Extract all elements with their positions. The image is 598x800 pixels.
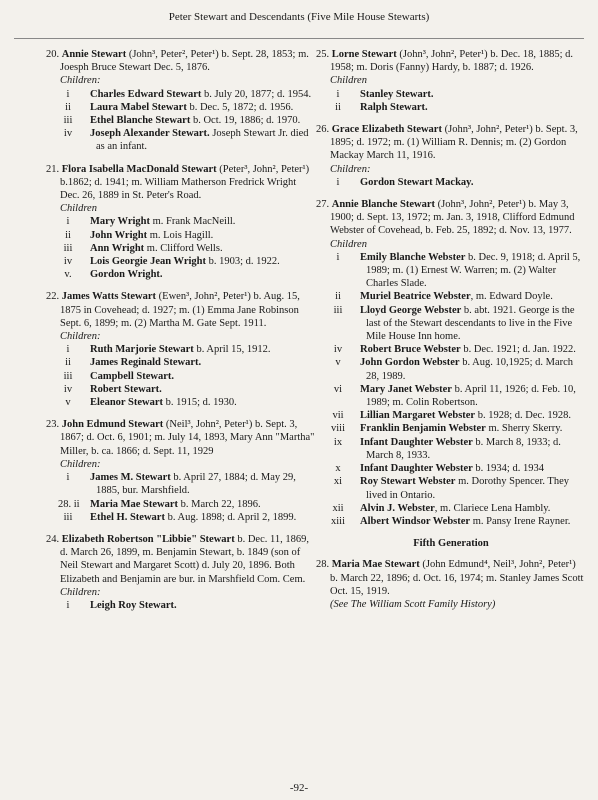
child-text xyxy=(360,462,586,475)
child-numeral: ii xyxy=(65,101,71,113)
child-row xyxy=(46,127,316,153)
child-text xyxy=(90,356,316,369)
child-row xyxy=(46,229,316,242)
child-numeral: i xyxy=(66,88,70,100)
page-header xyxy=(14,2,584,39)
entry-details: b. Dec. 11, 1869, d. March 26, 1899, m. Benjamin Stewart, b. 1849 (son of Neil Stewart and Margaret Scott) d. July 20, 1896. Both Elizabeth and Benjamin are bur. in Marshfield Com. Cem. xyxy=(60,533,309,585)
child-numeral: v xyxy=(335,357,341,369)
child-row xyxy=(46,343,316,356)
entry-details: (John³, John², Peter¹) b. May 3, 1900; d. Sept. 13, 1972; m. Jan. 3, 1918, Clifford Edmund Webster of Covehead, b. Feb. 25, 1892; d. Nov. 13, 1977. xyxy=(330,199,575,237)
child-details: b. April 15, 1912. xyxy=(193,344,271,356)
child-row xyxy=(316,101,586,114)
entry-name: Elizabeth Robertson "Libbie" Stewart xyxy=(61,533,235,545)
child-text xyxy=(360,475,586,501)
left-column xyxy=(46,48,316,621)
entry-name: Flora Isabella MacDonald Stewart xyxy=(61,163,217,175)
entry-main xyxy=(316,558,586,598)
child-numeral: 28. ii xyxy=(58,498,80,510)
child-row xyxy=(316,383,586,409)
child-name: James M. Stewart xyxy=(90,472,171,484)
entry-details: (John³, John², Peter¹) b. Sept. 3, 1895; d. 1972; m. (1) William R. Dennis; m. (2) Gordon Mackay March 11, 1916. xyxy=(330,124,578,162)
child-name: James Reginald Stewart. xyxy=(90,357,202,369)
child-row xyxy=(316,409,586,422)
child-name: Stanley Stewart. xyxy=(360,88,434,100)
child-numeral: i xyxy=(66,344,70,356)
child-name: Maria Mae Stewart xyxy=(90,498,179,510)
genealogy-entry xyxy=(316,558,586,611)
entry-main xyxy=(316,123,586,163)
genealogy-entry xyxy=(46,533,316,612)
child-row xyxy=(316,436,586,462)
child-name: Roy Stewart Webster xyxy=(360,476,456,488)
child-details: m. Sherry Skerry. xyxy=(485,423,563,435)
entry-details: (John³, John², Peter¹) b. Dec. 18, 1885; d. 1958; m. Doris (Fanny) Hardy, b. 1887; d. 1926. xyxy=(330,49,574,74)
header-title: Peter Stewart and Descendants (Five Mile House Stewarts) xyxy=(168,11,430,23)
entry-main xyxy=(46,290,316,330)
child-row xyxy=(46,396,316,409)
child-details: b. April 27, 1884; d. May 29, 1885, bur. Marshfield. xyxy=(96,472,296,497)
child-text xyxy=(360,101,586,114)
child-row xyxy=(46,242,316,255)
entry-number: 21. xyxy=(46,163,60,175)
entry-name: Annie Blanche Stewart xyxy=(331,199,435,211)
child-name: Mary Wright xyxy=(90,216,150,228)
child-details: b. Dec. 5, 1872; d. 1956. xyxy=(186,101,294,113)
genealogy-entry xyxy=(316,48,586,114)
child-details: b. March 8, 1933; d. March 8, 1933. xyxy=(366,436,561,461)
child-text xyxy=(360,251,586,291)
child-row xyxy=(46,599,316,612)
entry-details: (Peter³, John², Peter¹) b.1862; d. 1941; m. William Matherson Fredrick Wright Dec. 26, 1889 in St. Peter's Road. xyxy=(60,163,310,202)
child-numeral: i xyxy=(336,176,340,188)
child-name: Franklin Benjamin Webster xyxy=(360,423,486,435)
entry-number: 24. xyxy=(46,533,60,545)
genealogy-entry xyxy=(46,48,316,154)
entry-number: 22. xyxy=(46,291,60,303)
child-details: b. Aug. 1898; d. April 2, 1899. xyxy=(164,511,297,523)
child-text xyxy=(90,88,316,101)
child-text xyxy=(90,511,316,524)
child-text xyxy=(90,215,316,228)
child-numeral: v. xyxy=(64,269,72,281)
child-text xyxy=(90,343,316,356)
child-text xyxy=(90,242,316,255)
child-row xyxy=(46,268,316,281)
child-numeral: i xyxy=(66,472,70,484)
entry-main xyxy=(316,48,586,74)
child-text xyxy=(90,114,316,127)
child-text xyxy=(360,383,586,409)
child-name: John Wright xyxy=(90,229,148,241)
child-numeral: x xyxy=(335,463,341,475)
child-details: m. Pansy Irene Rayner. xyxy=(470,515,571,527)
child-text xyxy=(360,343,586,356)
child-numeral: iii xyxy=(63,370,73,382)
child-numeral: iv xyxy=(333,344,343,356)
child-details: b. July 20, 1877; d. 1954. xyxy=(201,88,312,100)
child-text xyxy=(360,502,586,515)
child-numeral: vi xyxy=(333,383,343,395)
entry-name: Annie Stewart xyxy=(61,49,127,60)
child-row xyxy=(316,356,586,382)
child-row xyxy=(316,515,586,528)
child-name: Ethel H. Stewart xyxy=(90,511,165,523)
child-text xyxy=(360,436,586,462)
child-details: b. Dec. 9, 1918; d. April 5, 1989; m. (1) Ernest W. Warren; m. (2) Walter Charles Slade. xyxy=(366,251,581,290)
child-details: b. 1915; d. 1930. xyxy=(163,397,237,409)
child-name: Albert Windsor Webster xyxy=(360,515,471,527)
child-row xyxy=(46,498,316,511)
children-label: Children: xyxy=(60,331,101,343)
genealogy-entry xyxy=(46,163,316,282)
entry-number: 28. xyxy=(316,559,330,571)
child-details: Joseph Stewart Jr. died as an infant. xyxy=(96,128,309,153)
child-numeral: ii xyxy=(335,291,341,303)
child-numeral: ii xyxy=(335,101,341,113)
child-numeral: i xyxy=(336,251,340,263)
child-name: Joseph Alexander Stewart. xyxy=(90,128,210,140)
child-details: b. 1934; d. 1934 xyxy=(472,463,544,475)
child-name: Alvin J. Webster xyxy=(360,502,435,514)
child-details: m. Dorothy Spencer. They lived in Ontario. xyxy=(366,476,570,501)
child-text xyxy=(90,127,316,153)
child-name: Lois Georgie Jean Wright xyxy=(90,256,206,268)
child-row xyxy=(316,290,586,303)
child-name: Mary Janet Webster xyxy=(360,383,452,395)
child-details: m. Clifford Wells. xyxy=(144,242,223,254)
child-name: Leigh Roy Stewart. xyxy=(90,599,177,611)
child-row xyxy=(316,462,586,475)
child-name: Infant Daughter Webster xyxy=(360,463,473,475)
child-numeral: vii xyxy=(332,410,344,422)
children-label: Children xyxy=(60,203,97,215)
entry-main xyxy=(46,163,316,203)
genealogy-entry xyxy=(316,198,586,528)
child-row xyxy=(46,255,316,268)
section-heading: Fifth Generation xyxy=(413,538,489,550)
child-details: b. Oct. 19, 1886; d. 1970. xyxy=(190,115,301,127)
child-text xyxy=(90,229,316,242)
child-row xyxy=(316,502,586,515)
child-name: Ethel Blanche Stewart xyxy=(90,115,191,127)
child-numeral: iv xyxy=(63,256,73,268)
child-text xyxy=(360,422,586,435)
entry-main xyxy=(316,198,586,238)
child-name: Ruth Marjorie Stewart xyxy=(90,344,194,356)
child-row xyxy=(316,251,586,291)
child-text xyxy=(360,356,586,382)
child-name: Gordon Wright. xyxy=(90,269,163,281)
child-details: b. Dec. 1921; d. Jan. 1922. xyxy=(460,344,576,356)
child-name: Ann Wright xyxy=(90,242,145,254)
child-text xyxy=(90,370,316,383)
entry-main xyxy=(46,533,316,586)
child-numeral: v xyxy=(65,397,71,409)
child-numeral: xii xyxy=(332,502,344,514)
child-row xyxy=(316,304,586,344)
child-numeral: i xyxy=(336,88,340,100)
right-column xyxy=(316,48,586,620)
child-row xyxy=(46,101,316,114)
entry-details: (John Edmund⁴, Neil³, John², Peter¹) b. March 22, 1896; d. Oct. 16, 1974; m. Stanley James Scott Oct. 15, 1919. xyxy=(330,559,584,597)
entry-main xyxy=(46,418,316,458)
child-numeral: ix xyxy=(333,436,343,448)
entry-number: 25. xyxy=(316,49,330,60)
entry-details: (Neil³, John², Peter¹) b. Sept. 3, 1867; d. Oct. 6, 1901; m. July 14, 1893, Mary Ann "Martha" Miller, b. ca. 1866; d. Sept. 11, 1929 xyxy=(60,419,315,457)
child-text xyxy=(90,255,316,268)
child-text xyxy=(360,304,586,344)
child-name: John Gordon Webster xyxy=(360,357,460,369)
entry-name: John Edmund Stewart xyxy=(61,419,164,431)
child-name: Infant Daughter Webster xyxy=(360,436,473,448)
page-number: -92- xyxy=(289,782,309,794)
child-text xyxy=(90,101,316,114)
child-numeral: viii xyxy=(330,423,345,435)
genealogy-entry xyxy=(46,418,316,524)
child-text xyxy=(360,515,586,528)
child-text xyxy=(90,383,316,396)
child-row xyxy=(46,370,316,383)
child-name: Campbell Stewart. xyxy=(90,370,174,382)
child-name: Lloyd George Webster xyxy=(360,304,462,316)
child-numeral: ii xyxy=(65,229,71,241)
child-name: Ralph Stewart. xyxy=(360,101,428,113)
child-details: b. 1903; d. 1922. xyxy=(205,256,280,268)
child-name: Laura Mabel Stewart xyxy=(90,101,187,113)
children-label: Children: xyxy=(60,586,101,598)
child-numeral: i xyxy=(66,216,70,228)
child-row xyxy=(316,422,586,435)
child-details: m. Lois Hagill. xyxy=(147,229,214,241)
child-name: Robert Bruce Webster xyxy=(360,344,461,356)
child-name: Gordon Stewart Mackay. xyxy=(360,176,474,188)
entry-details: (Ewen³, John², Peter¹) b. Aug. 15, 1875 in Covehead; d. 1927; m. (1) Emma Jane Robinson Sept. 6, 1899; m. (2) Martha M. Gate Sept. 1911. xyxy=(60,291,300,329)
child-name: Lillian Margaret Webster xyxy=(360,410,476,422)
child-numeral: iii xyxy=(63,242,73,254)
entry-name: Lorne Stewart xyxy=(331,49,397,60)
child-row xyxy=(316,475,586,501)
child-name: Robert Stewart. xyxy=(90,383,162,395)
child-row xyxy=(316,343,586,356)
entry-main xyxy=(46,48,316,74)
children-label: Children: xyxy=(60,458,101,470)
entry-number: 23. xyxy=(46,419,60,431)
child-text xyxy=(360,290,586,303)
child-numeral: xiii xyxy=(330,515,345,527)
child-row xyxy=(316,176,586,189)
child-text xyxy=(90,599,316,612)
child-name: Muriel Beatrice Webster xyxy=(360,291,471,303)
child-numeral: iv xyxy=(63,128,73,140)
entry-number: 26. xyxy=(316,124,330,136)
child-row xyxy=(46,511,316,524)
child-numeral: i xyxy=(66,599,70,611)
entry-details: (John³, Peter², Peter¹) b. Sept. 28, 1853; m. Joesph Bruce Stewart Dec. 5, 1876. xyxy=(60,49,309,74)
child-text xyxy=(90,471,316,497)
child-name: Emily Blanche Webster xyxy=(360,251,466,263)
child-details: b. 1928; d. Dec. 1928. xyxy=(475,410,572,422)
entry-name: Grace Elizabeth Stewart xyxy=(331,124,442,136)
child-numeral: ii xyxy=(65,357,71,369)
genealogy-entry xyxy=(316,123,586,189)
child-numeral: iii xyxy=(63,511,73,523)
child-name: Charles Edward Stewart xyxy=(90,88,202,100)
child-text xyxy=(90,498,316,511)
child-numeral: iii xyxy=(333,304,343,316)
children-label: Children xyxy=(330,238,367,250)
entry-number: 27. xyxy=(316,199,330,211)
child-details: m. Frank MacNeill. xyxy=(149,216,236,228)
children-label: Children: xyxy=(330,163,371,175)
children-label: Children: xyxy=(60,75,101,87)
child-row xyxy=(46,471,316,497)
child-details: b. April 11, 1926; d. Feb. 10, 1989; m. Colin Robertson. xyxy=(366,383,576,409)
child-name: Eleanor Stewart xyxy=(90,397,164,409)
child-details: b. Aug. 10,1925; d. March 28, 1989. xyxy=(366,357,574,382)
child-numeral: iii xyxy=(63,115,73,127)
child-details: , m. Clariece Lena Hambly. xyxy=(434,502,551,514)
child-row xyxy=(46,383,316,396)
child-details: b. abt. 1921. George is the last of the Stewart descendants to live in the Five Mile House Inn home. xyxy=(366,304,575,343)
child-details: , m. Edward Doyle. xyxy=(470,291,553,303)
child-row xyxy=(46,88,316,101)
child-text xyxy=(360,176,586,189)
child-row xyxy=(46,114,316,127)
entry-number: 20. xyxy=(46,49,60,60)
child-row xyxy=(46,215,316,228)
child-numeral: iv xyxy=(63,383,73,395)
entry-name: Maria Mae Stewart xyxy=(331,559,420,571)
genealogy-entry xyxy=(46,290,316,409)
child-text xyxy=(360,88,586,101)
child-row xyxy=(46,356,316,369)
child-text xyxy=(360,409,586,422)
child-text xyxy=(90,396,316,409)
entry-name: James Watts Stewart xyxy=(61,291,157,303)
child-details: b. March 22, 1896. xyxy=(178,498,261,510)
child-row xyxy=(316,88,586,101)
reference-note: (See The William Scott Family History) xyxy=(330,598,496,610)
children-label: Children xyxy=(330,75,367,87)
child-text xyxy=(90,268,316,281)
child-numeral: xi xyxy=(333,476,343,488)
